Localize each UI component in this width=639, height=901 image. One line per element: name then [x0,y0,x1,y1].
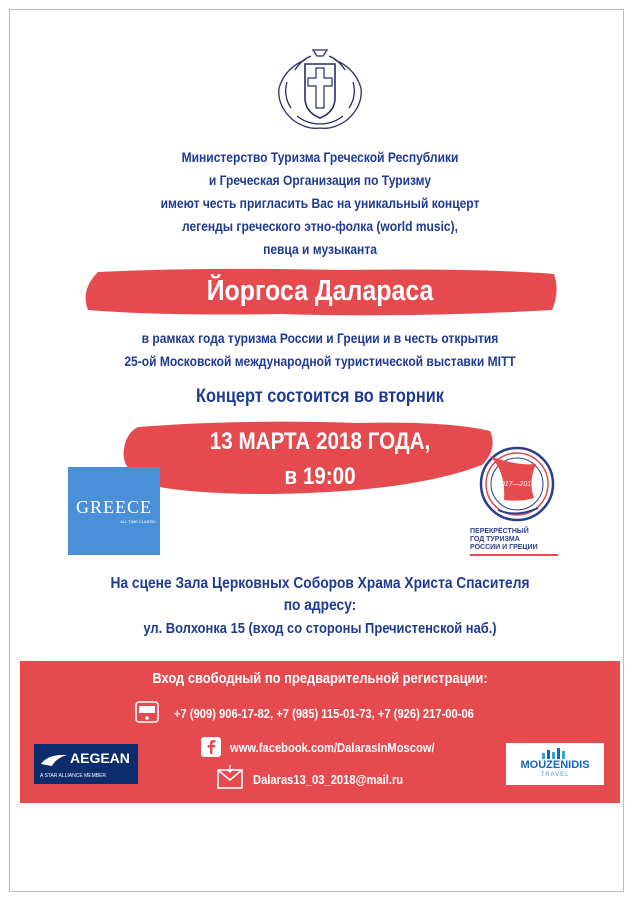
cross-year-caption [470,528,538,552]
registration-email[interactable]: Dalaras13_03_2018@mail.ru [253,772,404,787]
venue-address: ул. Волхонка 15 (вход со стороны Пречистенской наб.) [143,620,497,637]
occasion-line-2: 25-ой Московской международной туристической выставки MITT [124,353,516,369]
cross-year-caption-line-2: ГОД ТУРИЗМА [470,536,520,543]
facebook-icon [200,736,222,758]
artist-name: Йоргоса Даларaса [206,275,434,307]
aegean-logo [34,744,138,784]
venue-line-1: На сцене Зала Церковных Соборов Храма Христа Спасителя [110,575,530,592]
occasion-text [88,327,552,373]
intro-line-3: имеют честь пригласить Вас на уникальный концерт [160,195,480,211]
greek-coat-of-arms-emblem [267,42,373,134]
mouzenidis-tagline: TRAVEL [540,772,570,778]
aegean-bird-icon [40,752,68,768]
greece-tourism-logo [68,467,160,555]
mouzenidis-logo [506,743,604,785]
phone-icon [134,700,160,724]
intro-line-1: Министерство Туризма Греческой Республики [181,149,459,165]
registration-phones: +7 (909) 906-17-82, +7 (985) 115-01-73, +7 (926) 217-00-06 [174,706,474,721]
mouzenidis-wave-icon [540,747,570,759]
concert-date: 13 МАРТА 2018 ГОДА, [209,428,431,455]
aegean-name: AEGEAN [70,750,130,766]
email-icon [216,764,244,790]
intro-line-5: певца и музыканта [263,241,377,257]
concert-time: в 19:00 [284,463,356,490]
occasion-line-1: в рамках года туризма России и Греции и в честь открытия [141,330,499,346]
mouzenidis-name: MOUZENIDIS [520,759,590,771]
greece-logo-word: GREECE [76,497,152,517]
concert-heading: Концерт состоится во вторник [195,386,444,407]
cross-year-caption-line-1: ПЕРЕКРЁСТНЫЙ [470,528,529,535]
cross-year-years: 2017—2018 [496,481,536,488]
cross-year-logo-emblem [476,442,558,526]
registration-facebook-link[interactable]: www.facebook.com/DalarasInMoscow/ [230,740,435,755]
aegean-tagline: A STAR ALLIANCE MEMBER [40,773,107,779]
intro-line-4: легенды греческого этно-фолка (world music), [181,218,458,234]
cross-year-underline [470,554,558,556]
registration-title: Вход свободный по предварительной регистрации: [152,670,488,687]
greece-logo-tagline: ALL TIME CLASSIC [120,519,156,524]
venue-line-2: по адресу: [283,597,357,614]
cross-year-caption-line-3: РОССИИ И ГРЕЦИИ [470,544,538,551]
intro-text [105,146,535,261]
intro-line-2: и Греческая Организация по Туризму [208,172,432,188]
